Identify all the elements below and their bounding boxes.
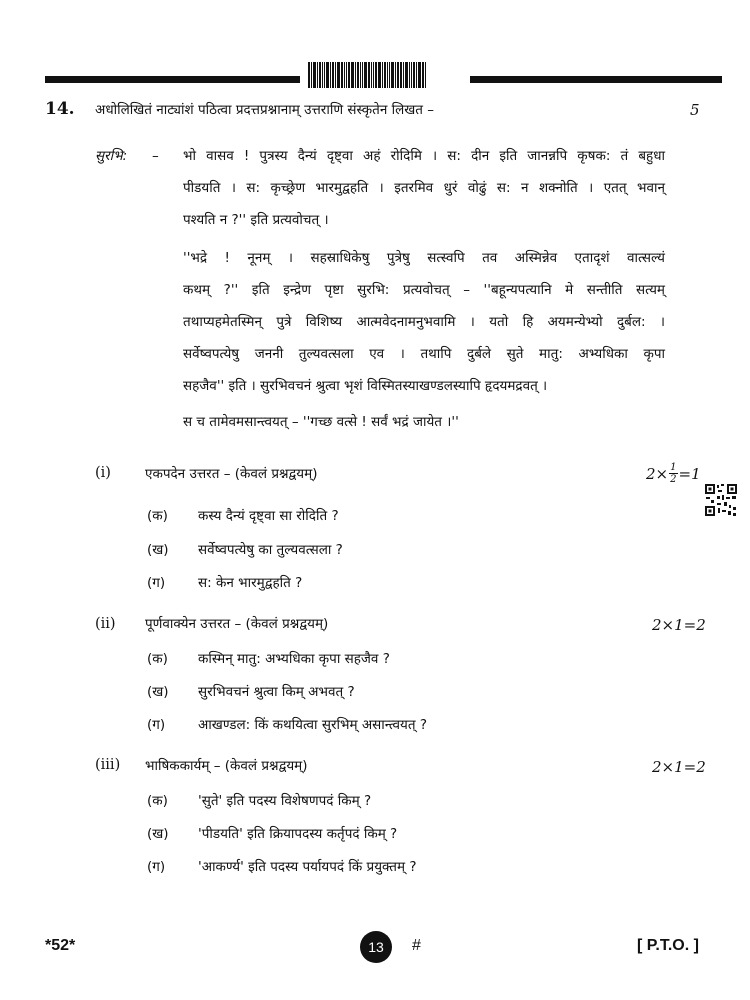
option-text: 'पीडयति' इति क्रियापदस्य कर्तृपदं किम् ?: [198, 826, 398, 842]
option-text: 'सुते' इति पदस्य विशेषणपदं किम् ?: [198, 793, 372, 809]
passage-line: सहजैव'' इति । सुरभिवचनं श्रुत्वा भृशं विस्मितस्याखण्डलस्यापि हृदयमद्रवत् ।: [183, 378, 548, 394]
question-number: 14.: [45, 99, 75, 119]
passage-line: पश्यति न ?'' इति प्रत्यवोचत् ।: [183, 212, 329, 228]
qr-code-icon: [704, 483, 738, 517]
option-text: सर्वेष्वपत्येषु का तुल्यवत्सला ?: [198, 542, 343, 558]
subquestion-marks: 2×1=2: [652, 758, 706, 776]
footer-pto: [ P.T.O. ]: [637, 937, 699, 954]
subquestion-instruction: भाषिककार्यम् – (केवलं प्रश्नद्वयम्): [145, 758, 308, 774]
passage-paragraph-3: स च तामेवमसान्त्वयत् – ''गच्छ वत्से ! सर्वं भद्रं जायेत ।'': [183, 414, 459, 430]
option-text: कस्य दैन्यं दृष्ट्वा सा रोदिति ?: [198, 508, 339, 524]
option-label: (ग): [147, 859, 166, 875]
option-label: (क): [147, 793, 168, 809]
option-label: (क): [147, 651, 168, 667]
option-label: (ग): [147, 575, 166, 591]
header-rule-right: [470, 76, 722, 83]
marks-prefix: 2×: [646, 464, 669, 483]
passage-line: ''भद्रे ! नूनम् । सहस्राधिकेषु पुत्रेषु सत्स्वपि तव अस्मिन्नेव एतादृशं वात्सल्यं: [183, 250, 665, 266]
speaker-dash: –: [152, 148, 159, 164]
question-instruction: अधोलिखितं नाट्यांशं पठित्वा प्रदत्तप्रश्नानाम् उत्तराणि संस्कृतेन लिखत –: [95, 102, 435, 118]
subquestion-label: (iii): [95, 757, 121, 773]
option-text: कस्मिन् मातु: अभ्यधिका कृपा सहजैव ?: [198, 651, 390, 667]
footer-hash: #: [412, 937, 421, 954]
passage-paragraph-2: [183, 242, 665, 402]
subquestion-label: (ii): [95, 616, 116, 632]
page-number: 13: [360, 931, 392, 963]
subquestion-marks: [646, 462, 701, 485]
marks-suffix: =1: [678, 464, 701, 483]
passage-line: भो वासव ! पुत्रस्य दैन्यं दृष्ट्वा अहं रोदिमि । स: दीन इति जानन्नपि कृषक: तं बहुधा: [183, 148, 665, 164]
option-label: (क): [147, 508, 168, 524]
subquestion-marks: 2×1=2: [652, 616, 706, 634]
passage-paragraph-1-cont: [183, 172, 665, 236]
option-text: स: केन भारमुद्वहति ?: [198, 575, 303, 591]
option-text: 'आकर्ण्य' इति पदस्य पर्यायपदं किं प्रयुक्तम् ?: [198, 859, 417, 875]
option-label: (ख): [147, 684, 169, 700]
passage-line: सर्वेष्वपत्येषु जननी तुल्यवत्सला एव । तथापि दुर्बले सुते मातु: अभ्यधिका कृपा: [183, 346, 665, 362]
question-marks: 5: [690, 101, 700, 119]
passage-paragraph-1: [183, 140, 665, 172]
option-text: सुरभिवचनं श्रुत्वा किम् अभवत् ?: [198, 684, 355, 700]
passage-line: तथाप्यहमेतस्मिन् पुत्रे विशिष्य आत्मवेदनामनुभवामि । यतो हि अयमन्येभ्यो दुर्बल: ।: [183, 314, 665, 330]
barcode: [308, 62, 458, 88]
header-rule-left: [45, 76, 300, 83]
passage-line: कथम् ?'' इति इन्द्रेण पृष्टा सुरभि: प्रत्यवोचत् – ''बहून्यपत्यानि मे सन्तीति सत्यम्: [183, 282, 665, 298]
option-text: आखण्डल: किं कथयित्वा सुरभिम् असान्त्वयत् ?: [198, 717, 427, 733]
subquestion-label: (i): [95, 465, 111, 481]
footer-code: *52*: [45, 937, 76, 954]
option-label: (ख): [147, 826, 169, 842]
option-label: (ख): [147, 542, 169, 558]
marks-denominator: 2: [670, 474, 677, 485]
marks-numerator: 1: [670, 462, 677, 473]
speaker-name: सुरभि:: [95, 148, 128, 164]
marks-fraction: [669, 462, 677, 485]
passage-line: पीडयति । स: कृच्छ्रेण भारमुद्वहति । इतरमिव धुरं वोढुं स: न शक्नोति । एतत् भवान्: [183, 180, 665, 196]
option-label: (ग): [147, 717, 166, 733]
subquestion-instruction: एकपदेन उत्तरत – (केवलं प्रश्नद्वयम्): [145, 466, 318, 482]
subquestion-instruction: पूर्णवाक्येन उत्तरत – (केवलं प्रश्नद्वयम्): [145, 616, 329, 632]
